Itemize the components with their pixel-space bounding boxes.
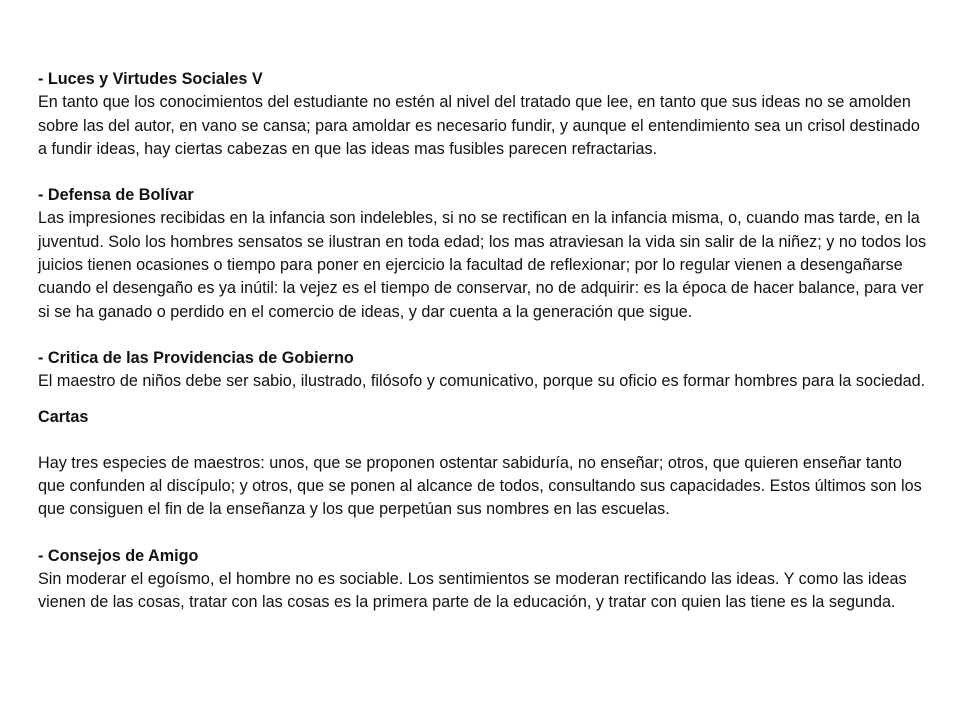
section-heading: - Critica de las Providencias de Gobierno [38, 348, 354, 367]
section-heading: - Consejos de Amigo [38, 546, 199, 565]
section-cartas [38, 406, 928, 522]
spacer [38, 522, 928, 545]
slide-content [38, 68, 928, 615]
spacer [38, 324, 928, 347]
section-critica-providencias [38, 347, 928, 394]
section-heading: - Luces y Virtudes Sociales V [38, 70, 263, 88]
section-text: En tanto que los conocimientos del estudiante no estén al nivel del tratado que lee, en tanto que sus ideas no se amolden sobre las del autor, en vano se cansa; para amoldar es necesario fundir, y aunque el entendimiento sea un crisol destinado a fundir ideas, hay ciertas cabezas en que las ideas mas fusibles parecen refractarias. [38, 93, 920, 158]
section-heading: Cartas [38, 407, 89, 426]
spacer [38, 394, 928, 406]
section-defensa-bolivar [38, 184, 928, 324]
section-text: Las impresiones recibidas en la infancia son indelebles, si no se rectifican en la infancia misma, o, cuando mas tarde, en la juventud. Solo los hombres sensatos se ilustran en toda edad; los mas atraviesan la vida sin salir de la niñez; y no todos los juicios tienen ocasiones o tiempo para poner en ejercicio la facultad de reflexionar; por lo regular vienen a desengañarse cuando el desengaño es ya inútil: la vejez es el tiempo de conservar, no de adquirir: es la época de hacer balance, para ver si se ha ganado o perdido en el comercio de ideas, y dar cuenta a la generación que sigue. [38, 209, 927, 321]
spacer [38, 161, 928, 184]
section-heading: - Defensa de Bolívar [38, 186, 194, 205]
section-text: Hay tres especies de maestros: unos, que se proponen ostentar sabiduría, no enseñar; otros, que quieren enseñar tanto que confunden al discípulo; y otros, que se ponen al alcance de todos, consultando sus capacidades. Estos últimos son los que consiguen el fin de la enseñanza y los que perpetúan sus nombres en las escuelas. [38, 453, 922, 519]
section-luces-virtudes [38, 68, 928, 161]
section-text: El maestro de niños debe ser sabio, ilustrado, filósofo y comunicativo, porque su oficio es formar hombres para la sociedad. [38, 372, 926, 391]
spacer [38, 429, 928, 452]
section-consejos-amigo [38, 545, 928, 615]
section-text: Sin moderar el egoísmo, el hombre no es sociable. Los sentimientos se moderan rectificando las ideas. Y como las ideas vienen de las cosas, tratar con las cosas es la primera parte de la educación, y tratar con quien las tiene es la segunda. [38, 570, 907, 612]
